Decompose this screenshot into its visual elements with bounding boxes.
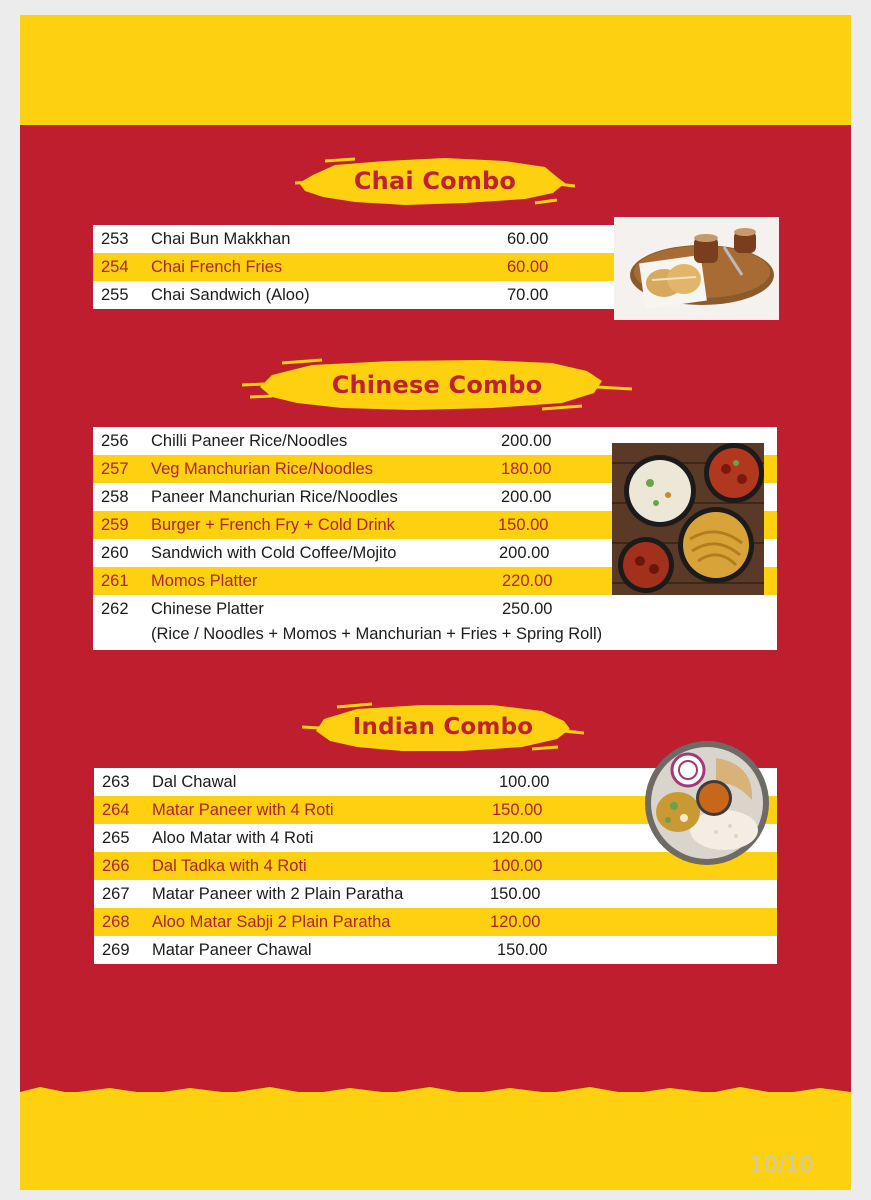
item-number: 269 bbox=[102, 941, 130, 959]
item-price: 120.00 bbox=[490, 913, 541, 931]
menu-row bbox=[94, 936, 777, 964]
platter-note-text: (Rice / Noodles + Momos + Manchurian + Fries + Spring Roll) bbox=[151, 625, 603, 643]
chinese-food-photo bbox=[612, 443, 764, 595]
chinese-food-image bbox=[612, 443, 764, 595]
item-name: Aloo Matar Sabji 2 Plain Paratha bbox=[152, 913, 391, 931]
item-name: Chai Sandwich (Aloo) bbox=[151, 286, 310, 304]
item-price: 100.00 bbox=[499, 773, 550, 791]
item-price: 200.00 bbox=[501, 488, 552, 506]
item-number: 267 bbox=[102, 885, 130, 903]
item-number: 266 bbox=[102, 857, 130, 875]
chai-bun-photo bbox=[614, 217, 779, 320]
item-number: 254 bbox=[101, 258, 129, 276]
menu-page bbox=[20, 15, 851, 1190]
menu-row bbox=[94, 880, 777, 908]
item-number: 257 bbox=[101, 460, 129, 478]
page-indicator: 10/10 bbox=[749, 1153, 813, 1178]
item-price: 60.00 bbox=[507, 230, 549, 248]
torn-edge-top bbox=[20, 111, 851, 127]
item-name: Chai Bun Makkhan bbox=[151, 230, 291, 248]
item-number: 268 bbox=[102, 913, 130, 931]
item-name: Chinese Platter bbox=[151, 600, 264, 618]
item-name: Veg Manchurian Rice/Noodles bbox=[151, 460, 373, 478]
menu-row bbox=[93, 253, 633, 281]
item-price: 200.00 bbox=[501, 432, 552, 450]
bottom-yellow-band bbox=[20, 1092, 851, 1190]
item-name: Burger + French Fry + Cold Drink bbox=[151, 516, 395, 534]
menu-row bbox=[94, 908, 777, 936]
item-name: Matar Paneer with 2 Plain Paratha bbox=[152, 885, 404, 903]
chai-bun-image bbox=[614, 217, 779, 320]
item-price: 180.00 bbox=[501, 460, 552, 478]
section-title: Chinese Combo bbox=[331, 371, 543, 399]
item-number: 264 bbox=[102, 801, 130, 819]
chinese-combo-heading bbox=[242, 353, 632, 417]
indian-thali-image bbox=[644, 740, 770, 866]
item-name: Momos Platter bbox=[151, 572, 258, 590]
item-price: 250.00 bbox=[502, 600, 553, 618]
item-name: Dal Chawal bbox=[152, 773, 237, 791]
menu-row bbox=[93, 595, 777, 623]
item-name: Paneer Manchurian Rice/Noodles bbox=[151, 488, 398, 506]
item-number: 261 bbox=[101, 572, 129, 590]
section-title: Indian Combo bbox=[352, 714, 534, 740]
item-name: Dal Tadka with 4 Roti bbox=[152, 857, 307, 875]
item-price: 60.00 bbox=[507, 258, 549, 276]
item-name: Matar Paneer with 4 Roti bbox=[152, 801, 334, 819]
item-price: 200.00 bbox=[499, 544, 550, 562]
item-number: 255 bbox=[101, 286, 129, 304]
item-number: 253 bbox=[101, 230, 129, 248]
item-number: 256 bbox=[101, 432, 129, 450]
item-price: 150.00 bbox=[490, 885, 541, 903]
item-price: 150.00 bbox=[498, 516, 549, 534]
item-number: 258 bbox=[101, 488, 129, 506]
item-number: 265 bbox=[102, 829, 130, 847]
indian-combo-heading bbox=[302, 697, 584, 757]
item-price: 100.00 bbox=[492, 857, 543, 875]
section-title: Chai Combo bbox=[353, 167, 517, 195]
item-name: Sandwich with Cold Coffee/Mojito bbox=[151, 544, 397, 562]
item-name: Matar Paneer Chawal bbox=[152, 941, 312, 959]
indian-thali-photo bbox=[644, 740, 770, 866]
menu-row bbox=[93, 281, 633, 309]
menu-row bbox=[93, 225, 633, 253]
item-number: 260 bbox=[101, 544, 129, 562]
top-yellow-band bbox=[20, 15, 851, 125]
chai-combo-heading bbox=[295, 153, 575, 211]
item-number: 259 bbox=[101, 516, 129, 534]
item-name: Aloo Matar with 4 Roti bbox=[152, 829, 314, 847]
item-number: 262 bbox=[101, 600, 129, 618]
item-number: 263 bbox=[102, 773, 130, 791]
item-price: 150.00 bbox=[492, 801, 543, 819]
chai-combo-menu bbox=[93, 225, 633, 309]
item-price: 150.00 bbox=[497, 941, 548, 959]
item-name: Chai French Fries bbox=[151, 258, 283, 276]
item-name: Chilli Paneer Rice/Noodles bbox=[151, 432, 348, 450]
item-price: 220.00 bbox=[502, 572, 553, 590]
item-price: 70.00 bbox=[507, 286, 549, 304]
torn-edge-bottom bbox=[20, 1084, 851, 1100]
item-price: 120.00 bbox=[492, 829, 543, 847]
platter-note bbox=[93, 623, 777, 649]
